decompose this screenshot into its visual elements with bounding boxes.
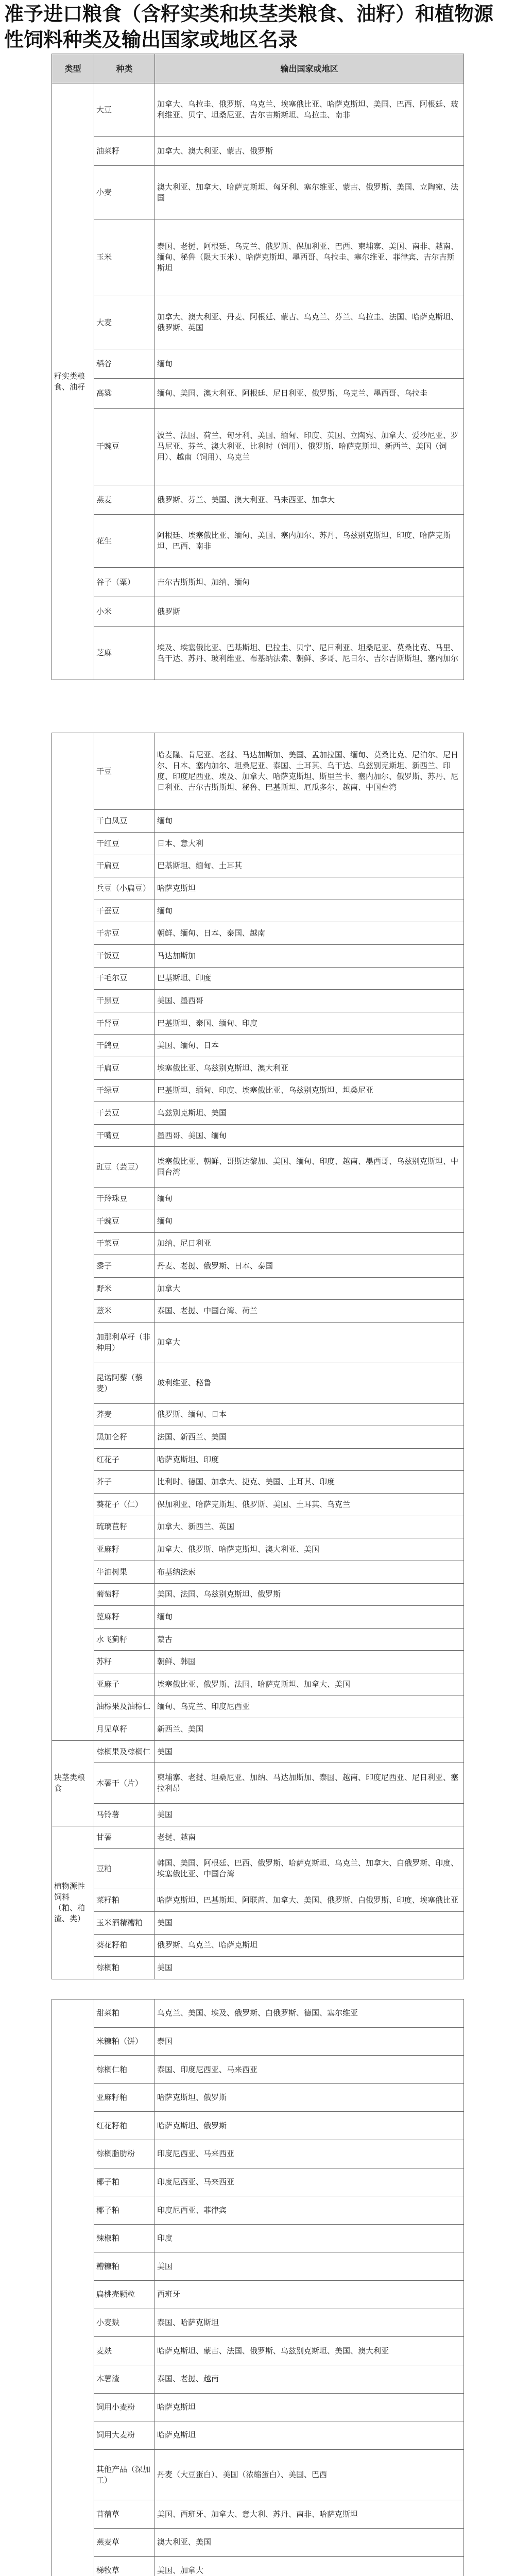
variety-cell: 黍子 — [94, 1255, 155, 1278]
variety-cell: 梯牧草 — [94, 2556, 155, 2576]
countries-cell: 波兰、法国、荷兰、匈牙利、美国、缅甸、印度、英国、立陶宛、加拿大、爱沙尼亚、罗马尼亚、芬兰、澳大利亚、比利时（饲用）、俄罗斯、哈萨克斯坦、新西兰、美国（饲用）、越南（饲用）、乌克兰 — [155, 408, 464, 485]
table-row — [52, 137, 464, 166]
countries-cell: 美国 — [155, 1911, 464, 1934]
table-row — [52, 922, 464, 945]
variety-cell: 棕榈果及棕榈仁 — [94, 1740, 155, 1763]
variety-cell: 麦麸 — [94, 2337, 155, 2365]
table-row — [52, 2112, 464, 2140]
variety-cell: 昆诺阿藜（藜麦） — [94, 1363, 155, 1403]
countries-cell: 缅甸 — [155, 1606, 464, 1629]
table-row — [52, 349, 464, 379]
table-row — [52, 1079, 464, 1102]
countries-cell: 韩国、美国、阿根廷、巴西、俄罗斯、哈萨克斯坦、乌克兰、加拿大、白俄罗斯、印度、埃塞俄比亚、中国台湾 — [155, 1849, 464, 1889]
table-row — [52, 1826, 464, 1849]
table-row — [52, 1696, 464, 1718]
countries-cell: 哈萨克斯坦、俄罗斯 — [155, 2083, 464, 2112]
variety-cell: 豇豆（芸豆） — [94, 1147, 155, 1188]
variety-cell: 干肾豆 — [94, 1012, 155, 1035]
table-row — [52, 1999, 464, 2028]
countries-cell: 美国 — [155, 2252, 464, 2281]
countries-cell: 老挝、越南 — [155, 1826, 464, 1849]
table-section-3 — [52, 1999, 464, 2576]
countries-cell: 泰国 — [155, 2027, 464, 2056]
table-row — [52, 2500, 464, 2529]
countries-cell: 俄罗斯 — [155, 597, 464, 626]
countries-cell: 俄罗斯、缅甸、日本 — [155, 1403, 464, 1426]
countries-cell: 朝鲜、韩国 — [155, 1651, 464, 1673]
table-row — [52, 296, 464, 349]
variety-cell: 芝麻 — [94, 626, 155, 680]
countries-cell: 美国、缅甸、日本 — [155, 1035, 464, 1057]
header-category: 类型 — [52, 54, 94, 83]
variety-cell: 油棕果及油棕仁 — [94, 1696, 155, 1718]
table-row — [52, 1210, 464, 1232]
countries-cell: 加纳、尼日利亚 — [155, 1232, 464, 1255]
table-row — [52, 379, 464, 408]
variety-cell: 高粱 — [94, 379, 155, 408]
table-row — [52, 1804, 464, 1826]
variety-cell: 干红豆 — [94, 832, 155, 855]
variety-cell: 椰子粕 — [94, 2196, 155, 2225]
table-row — [52, 2281, 464, 2309]
variety-cell: 亚麻籽粕 — [94, 2083, 155, 2112]
table-row — [52, 2140, 464, 2168]
table-row — [52, 1277, 464, 1300]
countries-cell: 印度尼西亚、马来西亚 — [155, 2140, 464, 2168]
variety-cell: 菜籽粕 — [94, 1889, 155, 1912]
countries-cell: 柬埔寨、老挝、坦桑尼亚、加纳、马达加斯加、泰国、越南、印度尼西亚、尼日利亚、塞拉利昂 — [155, 1763, 464, 1804]
table-row — [52, 1516, 464, 1538]
countries-cell: 哈萨克斯坦 — [155, 2393, 464, 2421]
countries-cell: 缅甸、乌克兰、印度尼西亚 — [155, 1696, 464, 1718]
table-row — [52, 568, 464, 597]
table-row — [52, 1124, 464, 1147]
variety-cell: 蓖麻籽 — [94, 1606, 155, 1629]
countries-cell: 丹麦、老挝、俄罗斯、日本、泰国 — [155, 1255, 464, 1278]
table-row — [52, 2056, 464, 2084]
variety-cell: 红花子 — [94, 1448, 155, 1471]
table-row — [52, 219, 464, 296]
countries-cell: 哈萨克斯坦、蒙古、法国、俄罗斯、乌兹别克斯坦、美国、澳大利亚 — [155, 2337, 464, 2365]
countries-cell: 吉尔吉斯斯坦、加纳、缅甸 — [155, 568, 464, 597]
variety-cell: 干扁豆 — [94, 1057, 155, 1080]
variety-cell: 干豌豆 — [94, 1210, 155, 1232]
variety-cell: 干羚珠豆 — [94, 1188, 155, 1210]
table-row — [52, 810, 464, 833]
countries-cell: 哈麦隆、肯尼亚、老挝、马达加斯加、美国、孟加拉国、缅甸、莫桑比克、尼泊尔、尼日尔、日本、塞内加尔、坦桑尼亚、泰国、土耳其、乌干达、乌兹别克斯坦、新西兰、印度、印度尼西亚、埃及、加拿大、哈萨克斯坦、斯里兰卡、塞内加尔、俄罗斯、苏丹、尼日利亚、吉尔吉斯斯坦、秘鲁、巴基斯坦、厄瓜多尔、越南、中国台湾 — [155, 733, 464, 810]
variety-cell: 黑加仑籽 — [94, 1426, 155, 1449]
countries-cell: 巴基斯坦、缅甸、印度、埃塞俄比亚、乌兹别克斯坦、坦桑尼亚 — [155, 1079, 464, 1102]
table-row — [52, 1673, 464, 1696]
variety-cell: 苏籽 — [94, 1651, 155, 1673]
table-row — [52, 2556, 464, 2576]
variety-cell: 甜菜粕 — [94, 1999, 155, 2028]
countries-cell: 埃塞俄比亚、乌兹别克斯坦、澳大利亚 — [155, 1057, 464, 1080]
countries-cell: 加拿大、俄罗斯、哈萨克斯坦、澳大利亚、美国 — [155, 1538, 464, 1561]
countries-cell: 日本、意大利 — [155, 832, 464, 855]
table-row — [52, 2365, 464, 2393]
table-row — [52, 2027, 464, 2056]
variety-cell: 亚麻籽 — [94, 1538, 155, 1561]
variety-cell: 椰子粕 — [94, 2168, 155, 2196]
countries-cell: 蒙古 — [155, 1628, 464, 1651]
table-row — [52, 2252, 464, 2281]
table-row — [52, 1561, 464, 1583]
header-variety: 种类 — [94, 54, 155, 83]
countries-cell: 加拿大、澳大利亚、丹麦、阿根廷、蒙古、乌克兰、芬兰、乌拉圭、法国、哈萨克斯坦、俄罗斯、英国 — [155, 296, 464, 349]
variety-cell: 苜蓿草 — [94, 2500, 155, 2529]
table-row — [52, 967, 464, 990]
variety-cell: 亚麻子 — [94, 1673, 155, 1696]
table-row — [52, 2449, 464, 2500]
countries-cell: 美国 — [155, 1957, 464, 1979]
countries-cell: 墨西哥、美国、缅甸 — [155, 1124, 464, 1147]
variety-cell: 干鸽豆 — [94, 1035, 155, 1057]
variety-cell: 糟糠粕 — [94, 2252, 155, 2281]
variety-cell: 小麦 — [94, 166, 155, 219]
variety-cell: 饲用大麦粉 — [94, 2421, 155, 2450]
countries-cell: 澳大利亚、美国 — [155, 2529, 464, 2557]
countries-cell: 缅甸 — [155, 1210, 464, 1232]
countries-cell: 保加利亚、哈萨克斯坦、俄罗斯、美国、土耳其、乌克兰 — [155, 1494, 464, 1516]
variety-cell: 野米 — [94, 1277, 155, 1300]
countries-cell: 缅甸 — [155, 810, 464, 833]
countries-cell: 泰国、老挝、中国台湾、荷兰 — [155, 1300, 464, 1323]
countries-cell: 巴基斯坦、缅甸、土耳其 — [155, 855, 464, 877]
countries-cell: 哈萨克斯坦 — [155, 877, 464, 900]
countries-cell: 加拿大、新西兰、英国 — [155, 1516, 464, 1538]
variety-cell: 干芸豆 — [94, 1102, 155, 1125]
variety-cell: 葵花子（仁） — [94, 1494, 155, 1516]
table-row — [52, 1494, 464, 1516]
table-row — [52, 1012, 464, 1035]
countries-cell: 乌兹别克斯坦、美国 — [155, 1102, 464, 1125]
table-row — [52, 1403, 464, 1426]
countries-cell: 缅甸 — [155, 1188, 464, 1210]
table-row — [52, 1057, 464, 1080]
table-row — [52, 2421, 464, 2450]
countries-cell: 哈萨克斯坦、巴基斯坦、阿联酋、加拿大、美国、俄罗斯、白俄罗斯、印度、埃塞俄比亚 — [155, 1889, 464, 1912]
variety-cell: 干白凤豆 — [94, 810, 155, 833]
table-row — [52, 1471, 464, 1494]
table-row — [52, 485, 464, 514]
table-row — [52, 1911, 464, 1934]
variety-cell: 稻谷 — [94, 349, 155, 379]
table-row — [52, 944, 464, 967]
table-row — [52, 626, 464, 680]
variety-cell: 荞麦 — [94, 1403, 155, 1426]
countries-cell: 美国、西班牙、加拿大、意大利、苏丹、南非、哈萨克斯坦 — [155, 2500, 464, 2529]
table-row — [52, 2393, 464, 2421]
variety-cell: 豆粕 — [94, 1849, 155, 1889]
countries-cell: 新西兰、美国 — [155, 1718, 464, 1741]
table-row — [52, 1583, 464, 1606]
variety-cell: 薏米 — [94, 1300, 155, 1323]
countries-cell: 印度尼西亚、马来西亚 — [155, 2168, 464, 2196]
countries-cell: 丹麦（大豆蛋白）、美国（浓缩蛋白）、美国、巴西 — [155, 2449, 464, 2500]
table-row — [52, 855, 464, 877]
countries-cell: 加拿大 — [155, 1322, 464, 1363]
variety-cell: 大豆 — [94, 83, 155, 137]
table-row — [52, 2083, 464, 2112]
table-row — [52, 166, 464, 219]
variety-cell: 扁桃壳颗粒 — [94, 2281, 155, 2309]
countries-cell: 印度 — [155, 2224, 464, 2252]
variety-cell: 干毛尔豆 — [94, 967, 155, 990]
countries-cell: 布基纳法索 — [155, 1561, 464, 1583]
countries-cell: 印度尼西亚、菲律宾 — [155, 2196, 464, 2225]
table-row — [52, 408, 464, 485]
table-row — [52, 2337, 464, 2365]
page-title: 准予进口粮食（含籽实类和块茎类粮食、油籽）和植物源性饲料种类及输出国家或地区名录 — [4, 3, 494, 51]
variety-cell: 干菜豆 — [94, 1232, 155, 1255]
table-row — [52, 2168, 464, 2196]
countries-cell: 泰国、印度尼西亚、马来西亚 — [155, 2056, 464, 2084]
countries-cell: 埃及、埃塞俄比亚、巴基斯坦、巴拉圭、贝宁、尼日利亚、坦桑尼亚、莫桑比克、马里、乌干达、苏丹、玻利维亚、布基纳法索、朝鲜、多哥、尼日尔、吉尔吉斯斯坦、塞内加尔 — [155, 626, 464, 680]
variety-cell: 木薯干（片） — [94, 1763, 155, 1804]
countries-cell: 法国、新西兰、美国 — [155, 1426, 464, 1449]
variety-cell: 玉米酒精糟粕 — [94, 1911, 155, 1934]
countries-cell: 美国、法国、乌兹别克斯坦、俄罗斯 — [155, 1583, 464, 1606]
table-row — [52, 2196, 464, 2225]
countries-cell: 埃塞俄比亚、俄罗斯、法国、哈萨克斯坦、加拿大、美国 — [155, 1673, 464, 1696]
variety-cell: 棕榈仁粕 — [94, 2056, 155, 2084]
table-row — [52, 1718, 464, 1741]
countries-cell: 美国、墨西哥 — [155, 990, 464, 1012]
variety-cell: 棕榈脂肪粉 — [94, 2140, 155, 2168]
countries-cell: 哈萨克斯坦 — [155, 2421, 464, 2450]
countries-cell: 泰国、哈萨克斯坦 — [155, 2309, 464, 2337]
countries-cell: 俄罗斯、芬兰、美国、澳大利亚、马来西亚、加拿大 — [155, 485, 464, 514]
countries-cell: 朝鲜、缅甸、日本、泰国、越南 — [155, 922, 464, 945]
countries-cell: 哈萨克斯坦、印度 — [155, 1448, 464, 1471]
table-row — [52, 1363, 464, 1403]
variety-cell: 辣椒粕 — [94, 2224, 155, 2252]
variety-cell: 米糠粕（饼） — [94, 2027, 155, 2056]
variety-cell: 干豆 — [94, 733, 155, 810]
table-row — [52, 1147, 464, 1188]
variety-cell: 燕麦 — [94, 485, 155, 514]
variety-cell: 饲用小麦粉 — [94, 2393, 155, 2421]
table-row — [52, 597, 464, 626]
variety-cell: 燕麦草 — [94, 2529, 155, 2557]
table-row — [52, 1538, 464, 1561]
countries-cell: 澳大利亚、加拿大、哈萨克斯坦、匈牙利、塞尔维亚、蒙古、俄罗斯、美国、立陶宛、法国 — [155, 166, 464, 219]
header-row — [52, 54, 464, 83]
table-row — [52, 2224, 464, 2252]
countries-cell: 西班牙 — [155, 2281, 464, 2309]
variety-cell: 牛油树果 — [94, 1561, 155, 1583]
table-row — [52, 1448, 464, 1471]
category-cell: 籽实类粮食、油籽 — [52, 83, 94, 680]
variety-cell: 小米 — [94, 597, 155, 626]
variety-cell: 红花籽粕 — [94, 2112, 155, 2140]
countries-cell: 缅甸 — [155, 349, 464, 379]
category-cell: 植物源性饲料（粕、粕渣、类） — [52, 1826, 94, 1979]
variety-cell: 葵花籽粕 — [94, 1934, 155, 1957]
table-row — [52, 1426, 464, 1449]
table-row — [52, 2529, 464, 2557]
table-row — [52, 1740, 464, 1763]
countries-cell: 美国 — [155, 1804, 464, 1826]
table-row — [52, 1628, 464, 1651]
countries-cell: 比利时、德国、加拿大、捷克、美国、土耳其、印度 — [155, 1471, 464, 1494]
category-cell: 块茎类粮食 — [52, 1740, 94, 1826]
table-row — [52, 1255, 464, 1278]
countries-cell: 加拿大、澳大利亚、蒙古、俄罗斯 — [155, 137, 464, 166]
table-row — [52, 733, 464, 810]
variety-cell: 葡萄籽 — [94, 1583, 155, 1606]
countries-cell: 埃塞俄比亚、朝鲜、哥斯达黎加、美国、缅甸、印度、越南、墨西哥、乌兹别克斯坦、中国台湾 — [155, 1147, 464, 1188]
variety-cell: 甘薯 — [94, 1826, 155, 1849]
countries-cell: 巴基斯坦、印度 — [155, 967, 464, 990]
variety-cell: 花生 — [94, 515, 155, 568]
countries-cell: 泰国、老挝、越南 — [155, 2365, 464, 2393]
table-row — [52, 1188, 464, 1210]
table-row — [52, 1889, 464, 1912]
countries-cell: 缅甸 — [155, 900, 464, 922]
variety-cell: 加那利草籽（非种用） — [94, 1322, 155, 1363]
table-row — [52, 1763, 464, 1804]
table-section-2 — [52, 733, 464, 1979]
variety-cell: 玉米 — [94, 219, 155, 296]
variety-cell: 木薯渣 — [94, 2365, 155, 2393]
variety-cell: 谷子（粟） — [94, 568, 155, 597]
category-cell — [52, 733, 94, 1741]
variety-cell: 干扁豆 — [94, 855, 155, 877]
variety-cell: 马铃薯 — [94, 1804, 155, 1826]
variety-cell: 其他产品（深加工） — [94, 2449, 155, 2500]
variety-cell: 干豌豆 — [94, 408, 155, 485]
variety-cell: 干绿豆 — [94, 1079, 155, 1102]
countries-cell: 缅甸、美国、澳大利亚、阿根廷、尼日利亚、俄罗斯、乌克兰、墨西哥、乌拉圭 — [155, 379, 464, 408]
table-row — [52, 1102, 464, 1125]
variety-cell: 油菜籽 — [94, 137, 155, 166]
variety-cell: 干赤豆 — [94, 922, 155, 945]
table-row — [52, 1651, 464, 1673]
category-cell — [52, 1999, 94, 2576]
table-row — [52, 1300, 464, 1323]
table-row — [52, 2309, 464, 2337]
table-row — [52, 990, 464, 1012]
variety-cell: 月见草籽 — [94, 1718, 155, 1741]
countries-cell: 美国、加拿大 — [155, 2556, 464, 2576]
countries-cell: 玻利维亚、秘鲁 — [155, 1363, 464, 1403]
table-row — [52, 515, 464, 568]
table-row — [52, 1957, 464, 1979]
table-row — [52, 877, 464, 900]
countries-cell: 乌克兰、美国、埃及、俄罗斯、白俄罗斯、德国、塞尔维亚 — [155, 1999, 464, 2028]
variety-cell: 干饭豆 — [94, 944, 155, 967]
countries-cell: 阿根廷、埃塞俄比亚、缅甸、美国、塞内加尔、苏丹、乌兹别克斯坦、印度、哈萨克斯坦、巴西、南非 — [155, 515, 464, 568]
variety-cell: 琉璃苣籽 — [94, 1516, 155, 1538]
countries-cell: 俄罗斯、乌克兰、哈萨克斯坦 — [155, 1934, 464, 1957]
countries-cell: 马达加斯加 — [155, 944, 464, 967]
table-row — [52, 1035, 464, 1057]
variety-cell: 干嘴豆 — [94, 1124, 155, 1147]
countries-cell: 泰国、老挝、阿根廷、乌克兰、俄罗斯、保加利亚、巴西、柬埔寨、美国、南非、越南、缅甸、秘鲁（限大玉米）、哈萨克斯坦、墨西哥、乌拉圭、塞尔维亚、菲律宾、吉尔吉斯斯坦 — [155, 219, 464, 296]
table-row — [52, 1606, 464, 1629]
variety-cell: 兵豆（小扁豆） — [94, 877, 155, 900]
variety-cell: 小麦麸 — [94, 2309, 155, 2337]
variety-cell: 干黑豆 — [94, 990, 155, 1012]
table-row — [52, 1849, 464, 1889]
header-countries: 输出国家或地区 — [155, 54, 464, 83]
countries-cell: 巴基斯坦、泰国、缅甸、印度 — [155, 1012, 464, 1035]
variety-cell: 大麦 — [94, 296, 155, 349]
countries-cell: 加拿大、乌拉圭、俄罗斯、乌克兰、埃塞俄比亚、哈萨克斯坦、美国、巴西、阿根廷、玻利维亚、贝宁、坦桑尼亚、吉尔吉斯斯坦、乌拉圭、南非 — [155, 83, 464, 137]
table-section-1 — [52, 54, 464, 680]
table-row — [52, 1322, 464, 1363]
variety-cell: 棕榈粕 — [94, 1957, 155, 1979]
table-row — [52, 900, 464, 922]
countries-cell: 加拿大 — [155, 1277, 464, 1300]
table-row — [52, 83, 464, 137]
variety-cell: 水飞蓟籽 — [94, 1628, 155, 1651]
table-row — [52, 1934, 464, 1957]
variety-cell: 干蚕豆 — [94, 900, 155, 922]
countries-cell: 哈萨克斯坦、俄罗斯 — [155, 2112, 464, 2140]
table-row — [52, 832, 464, 855]
variety-cell: 芥子 — [94, 1471, 155, 1494]
table-row — [52, 1232, 464, 1255]
countries-cell: 美国 — [155, 1740, 464, 1763]
